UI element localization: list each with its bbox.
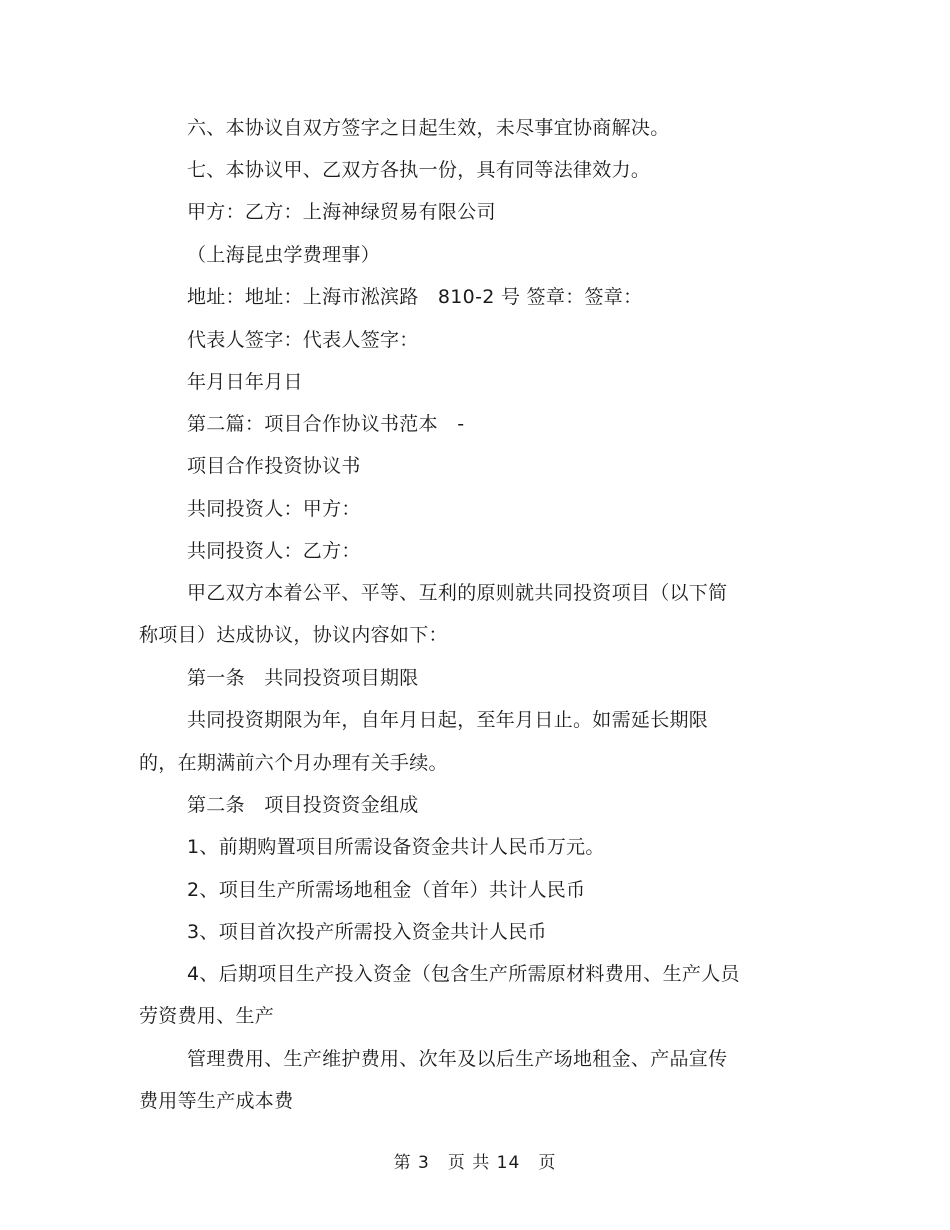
section-heading: 第二篇：项目合作协议书范本 - <box>187 413 465 435</box>
article-heading: 第一条 共同投资项目期限 <box>187 667 419 689</box>
page-footer: 第 3 页 共 14 页 <box>393 1153 557 1173</box>
document-title: 项目合作投资协议书 <box>187 455 361 477</box>
paragraph-line: （上海昆虫学费理事） <box>187 244 381 266</box>
paragraph-line: 费用等生产成本费 <box>139 1090 294 1112</box>
paragraph-line: 共同投资人：甲方： <box>187 498 361 520</box>
paragraph-line: 甲乙双方本着公平、平等、互利的原则就共同投资项目（以下简 <box>187 582 728 604</box>
paragraph-line: 共同投资期限为年，自年月日起，至年月日止。如需延长期限 <box>187 709 709 731</box>
paragraph-line: 称项目）达成协议，协议内容如下： <box>139 624 448 646</box>
list-item: 1、前期购置项目所需设备资金共计人民币万元。 <box>187 836 605 858</box>
paragraph-line: 甲方：乙方：上海神绿贸易有限公司 <box>187 201 496 223</box>
paragraph-line: 地址：地址：上海市淞滨路 810-2 号 签章：签章： <box>187 286 643 308</box>
paragraph-line: 劳资费用、生产 <box>139 1005 275 1027</box>
list-item: 3、项目首次投产所需投入资金共计人民币 <box>187 921 547 943</box>
paragraph-line: 共同投资人：乙方： <box>187 540 361 562</box>
paragraph-line: 代表人签字：代表人签字： <box>187 329 419 351</box>
article-heading: 第二条 项目投资资金组成 <box>187 794 419 816</box>
paragraph-line: 年月日年月日 <box>187 371 303 393</box>
list-item: 4、后期项目生产投入资金（包含生产所需原材料费用、生产人员 <box>187 963 740 985</box>
paragraph-line: 七、本协议甲、乙双方各执一份，具有同等法律效力。 <box>187 159 651 181</box>
list-item: 2、项目生产所需场地租金（首年）共计人民币 <box>187 879 586 901</box>
paragraph-line: 六、本协议自双方签字之日起生效，未尽事宜协商解决。 <box>187 117 670 139</box>
paragraph-line: 管理费用、生产维护费用、次年及以后生产场地租金、产品宣传 <box>187 1048 728 1070</box>
paragraph-line: 的，在期满前六个月办理有关手续。 <box>139 752 448 774</box>
